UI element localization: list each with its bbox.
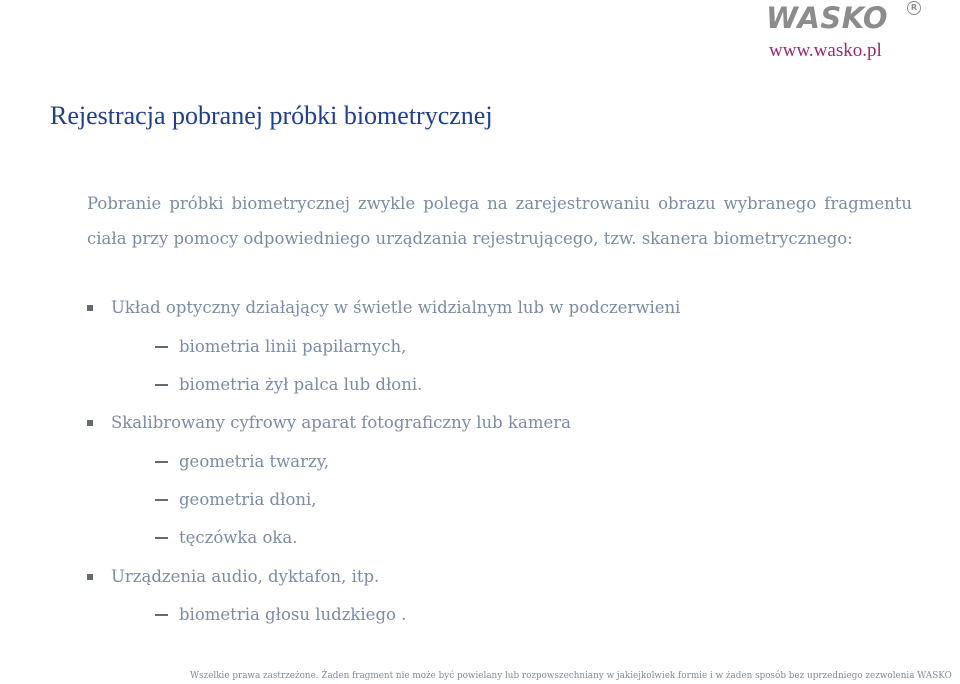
sub-item-label: biometria głosu ludzkiego . <box>179 605 407 624</box>
square-bullet-icon <box>87 305 93 311</box>
sub-item-label: biometria żył palca lub dłoni. <box>179 375 423 394</box>
slide-title: Rejestracja pobranej próbki biometrycznej <box>50 101 493 130</box>
dash-bullet-icon <box>155 384 168 386</box>
registered-mark-icon: R <box>907 1 921 15</box>
dash-bullet-icon <box>155 614 168 616</box>
square-bullet-icon <box>87 574 93 580</box>
dash-bullet-icon <box>155 537 168 539</box>
sub-item-label: geometria dłoni, <box>179 490 317 509</box>
list-item-label: Układ optyczny działający w świetle widzialnym lub w podczerwieni <box>111 298 681 317</box>
sub-item-label: tęczówka oka. <box>179 528 298 547</box>
dash-bullet-icon <box>155 461 168 463</box>
intro-paragraph: Pobranie próbki biometrycznej zwykle polega na zarejestrowaniu obrazu wybranego fragmentu ciała przy pomocy odpowiedniego urządzania rejestrującego, tzw. skanera biometrycznego: <box>87 194 912 248</box>
sub-item-label: geometria twarzy, <box>179 452 330 471</box>
wasko-logo <box>766 0 956 36</box>
square-bullet-icon <box>87 420 93 426</box>
dash-bullet-icon <box>155 346 168 348</box>
list-item-label: Skalibrowany cyfrowy aparat fotograficzny lub kamera <box>111 413 571 432</box>
copyright-footer: Wszelkie prawa zastrzeżone. Żaden fragment nie może być powielany lub rozpowszechniany w jakiejkolwiek formie i w żaden sposób bez uprzedniego zezwolenia WASKO <box>190 671 952 681</box>
logo-text: WASKO <box>766 1 889 35</box>
dash-bullet-icon <box>155 499 168 501</box>
list-item-label: Urządzenia audio, dyktafon, itp. <box>111 567 380 586</box>
site-url: www.wasko.pl <box>769 40 882 61</box>
sub-item-label: biometria linii papilarnych, <box>179 337 407 356</box>
